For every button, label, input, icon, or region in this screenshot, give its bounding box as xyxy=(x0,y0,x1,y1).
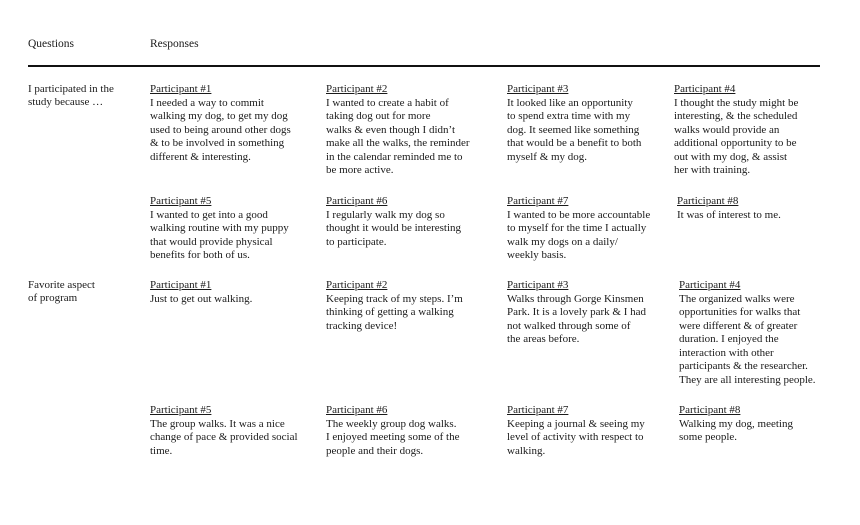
response-cell xyxy=(674,83,824,178)
participant-label: Participant #7 xyxy=(507,195,569,207)
participant-label: Participant #1 xyxy=(150,83,212,95)
response-text: The weekly group dog walks. I enjoyed meeting some of the people and their dogs. xyxy=(326,417,460,457)
response-cell xyxy=(677,195,827,222)
response-text: Walks through Gorge Kinsmen Park. It is a lovely park & I had not walked through some of the areas before. xyxy=(507,292,646,345)
participant-label: Participant #2 xyxy=(326,83,388,95)
response-text: I thought the study might be interesting, & the scheduled walks would provide an additional opportunity to be out with my dog, & assist her with training. xyxy=(674,96,799,176)
response-text: I needed a way to commit walking my dog, to get my dog used to being around other dogs & to be involved in something different & interesting. xyxy=(150,96,291,163)
response-cell xyxy=(150,279,322,306)
participant-label: Participant #2 xyxy=(326,279,388,291)
response-cell xyxy=(507,195,672,263)
header-questions: Questions xyxy=(28,38,74,50)
response-text: The organized walks were opportunities for walks that were different & of greater duration. I enjoyed the interaction with other participants & the researcher. They are all interesting people. xyxy=(679,292,816,386)
response-cell xyxy=(150,195,322,263)
response-cell xyxy=(679,279,839,387)
response-cell xyxy=(150,83,322,164)
response-cell xyxy=(326,279,504,333)
participant-label: Participant #6 xyxy=(326,404,388,416)
response-text: It looked like an opportunity to spend extra time with my dog. It seemed like something that would be a benefit to both myself & my dog. xyxy=(507,96,642,163)
response-cell xyxy=(507,279,672,347)
participant-label: Participant #1 xyxy=(150,279,212,291)
participant-label: Participant #5 xyxy=(150,404,212,416)
response-text: Walking my dog, meeting some people. xyxy=(679,417,793,443)
participant-label: Participant #4 xyxy=(679,279,741,291)
response-text: It was of interest to me. xyxy=(677,208,781,221)
response-cell xyxy=(679,404,829,445)
participant-label: Participant #7 xyxy=(507,404,569,416)
response-cell xyxy=(326,83,504,178)
response-text: Just to get out walking. xyxy=(150,292,253,305)
response-text: I wanted to be more accountable to myself for the time I actually walk my dogs on a daily/ weekly basis. xyxy=(507,208,651,261)
response-cell xyxy=(326,404,504,458)
response-text: Keeping track of my steps. I’m thinking of getting a walking tracking device! xyxy=(326,292,463,332)
header-rule xyxy=(28,65,820,67)
participant-label: Participant #6 xyxy=(326,195,388,207)
response-text: The group walks. It was a nice change of pace & provided social time. xyxy=(150,417,298,457)
participant-label: Participant #3 xyxy=(507,83,569,95)
participant-label: Participant #3 xyxy=(507,279,569,291)
response-cell xyxy=(507,404,672,458)
response-cell xyxy=(507,83,672,164)
response-text: Keeping a journal & seeing my level of activity with respect to walking. xyxy=(507,417,645,457)
response-text: I wanted to get into a good walking routine with my puppy that would provide physical benefits for both of us. xyxy=(150,208,289,261)
question-participation: I participated in the study because … xyxy=(28,83,114,109)
participant-label: Participant #8 xyxy=(677,195,739,207)
response-text: I regularly walk my dog so thought it would be interesting to participate. xyxy=(326,208,462,248)
response-text: I wanted to create a habit of taking dog out for more walks & even though I didn’t make all the walks, the reminder in the calendar reminded me to be more active. xyxy=(326,96,470,176)
response-cell xyxy=(326,195,504,249)
header-responses: Responses xyxy=(150,38,199,50)
participant-label: Participant #5 xyxy=(150,195,212,207)
question-favorite-aspect: Favorite aspect of program xyxy=(28,279,95,305)
response-cell xyxy=(150,404,322,458)
participant-label: Participant #4 xyxy=(674,83,736,95)
participant-label: Participant #8 xyxy=(679,404,741,416)
